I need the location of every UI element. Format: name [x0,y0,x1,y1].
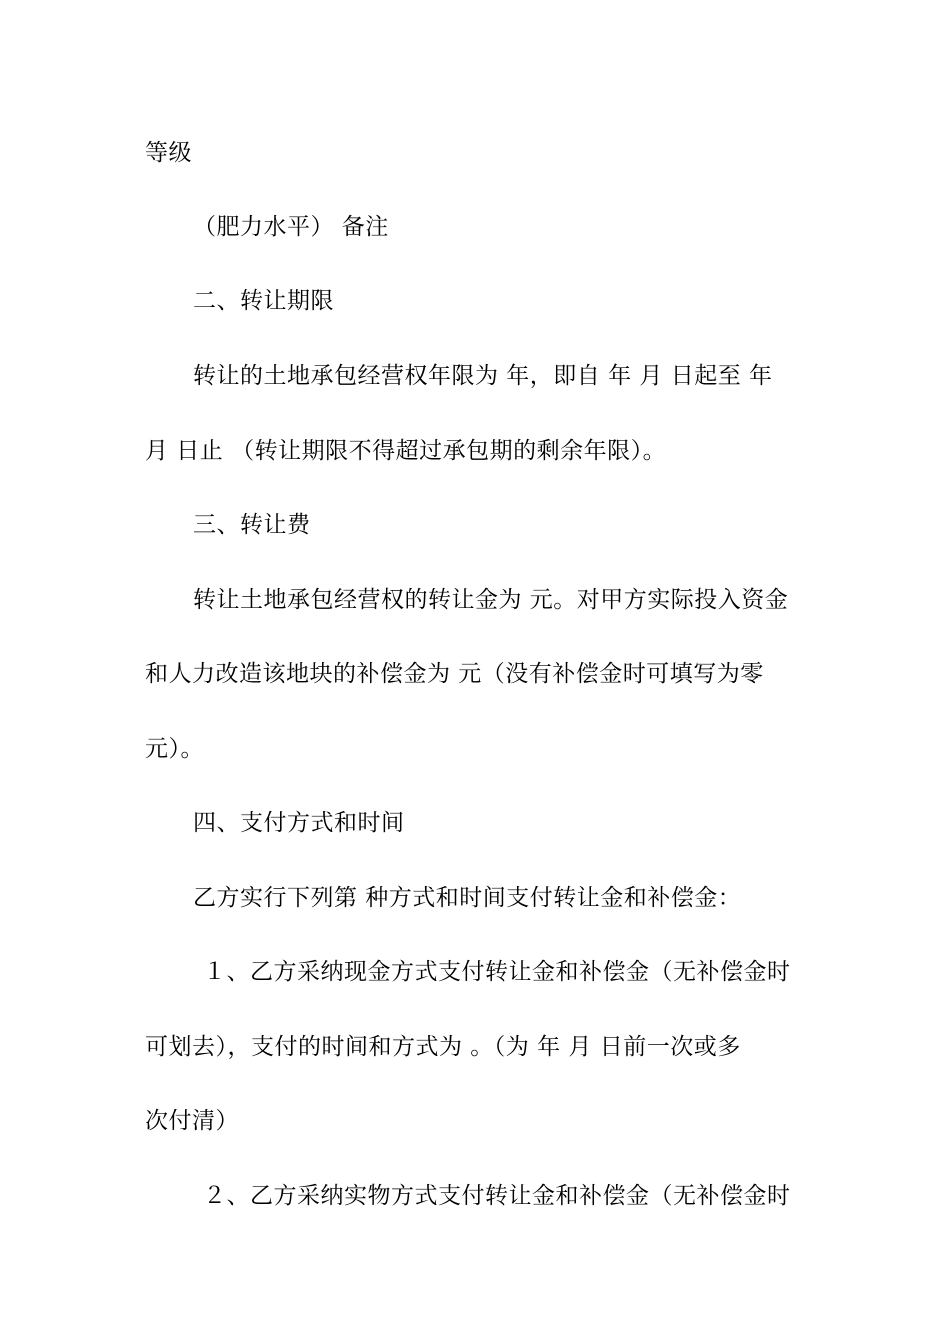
payment-option-2-line-1: ２、乙方采纳实物方式支付转让金和补偿金（无补偿金时 [203,1183,791,1209]
section-2-heading: 二、转让期限 [193,288,334,314]
transfer-fee-paragraph-line-3: 元）。 [145,736,204,762]
section-3-heading: 三、转让费 [193,512,311,538]
payment-method-intro: 乙方实行下列第 种方式和时间支付转让金和补偿金： [193,885,742,911]
payment-option-1-line-1: １、乙方采纳现金方式支付转让金和补偿金（无补偿金时 [203,959,791,985]
transfer-period-paragraph-line-1: 转让的土地承包经营权年限为 年，即自 年 月 日起至 年 [193,363,773,389]
section-4-heading: 四、支付方式和时间 [193,810,405,836]
fertility-remarks-line: （肥力水平） 备注 [193,214,389,240]
grade-label: 等级 [145,140,192,166]
transfer-fee-paragraph-line-1: 转让土地承包经营权的转让金为 元。对甲方实际投入资金 [193,587,789,613]
transfer-period-paragraph-line-2: 月 日止 （转让期限不得超过承包期的剩余年限）。 [145,438,667,464]
transfer-fee-paragraph-line-2: 和人力改造该地块的补偿金为 元（没有补偿金时可填写为零 [145,661,764,687]
payment-option-1-line-3: 次付清） [145,1108,239,1134]
payment-option-1-line-2: 可划去），支付的时间和方式为 。（为 年 月 日前一次或多 [145,1034,741,1060]
